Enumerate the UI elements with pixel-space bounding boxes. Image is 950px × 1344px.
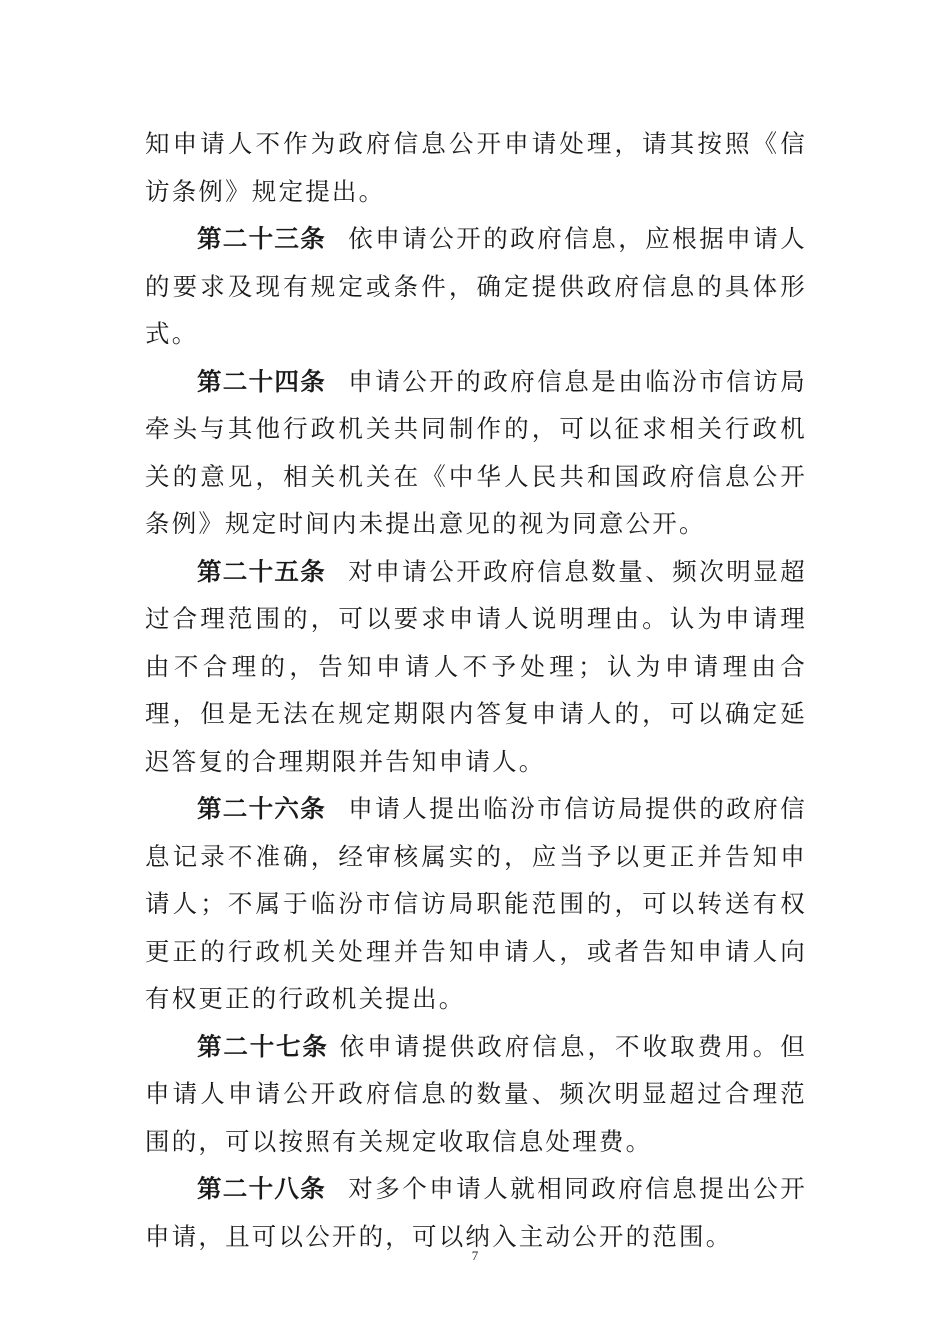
article-text: 对申请公开政府信息数量、频次明显超过合理范围的，可以要求申请人说明理由。认为申请理由不合理的，告知申请人不予处理；认为申请理由合理，但是无法在规定期限内答复申请人的，可以确定延迟答复的合理期限并告知申请人。 xyxy=(145,556,807,776)
article-28 xyxy=(145,1165,807,1260)
article-heading: 第二十六条 xyxy=(197,794,326,823)
document-body xyxy=(145,120,807,1260)
article-text: 对多个申请人就相同政府信息提出公开申请，且可以公开的，可以纳入主动公开的范围。 xyxy=(145,1174,807,1251)
article-25 xyxy=(145,548,807,786)
article-text: 依申请公开的政府信息，应根据申请人的要求及现有规定或条件，确定提供政府信息的具体形式。 xyxy=(145,224,807,348)
article-26 xyxy=(145,785,807,1023)
article-heading: 第二十五条 xyxy=(197,556,326,586)
paragraph-continuation xyxy=(145,120,807,215)
article-24 xyxy=(145,358,807,548)
article-heading: 第二十八条 xyxy=(197,1174,326,1203)
article-text: 申请公开的政府信息是由临汾市信访局牵头与其他行政机关共同制作的，可以征求相关行政机关的意见，相关机关在《中华人民共和国政府信息公开条例》规定时间内未提出意见的视为同意公开。 xyxy=(145,366,807,538)
paragraph-text: 知申请人不作为政府信息公开申请处理，请其按照《信访条例》规定提出。 xyxy=(145,129,807,206)
article-heading: 第二十三条 xyxy=(197,224,326,253)
article-23 xyxy=(145,215,807,358)
article-text: 申请人提出临汾市信访局提供的政府信息记录不准确，经审核属实的，应当予以更正并告知申请人；不属于临汾市信访局职能范围的，可以转送有权更正的行政机关处理并告知申请人，或者告知申请人向有权更正的行政机关提出。 xyxy=(145,794,807,1013)
article-27 xyxy=(145,1023,807,1166)
page-number: 7 xyxy=(471,1248,479,1263)
article-heading: 第二十四条 xyxy=(197,366,326,396)
article-text: 依申请提供政府信息，不收取费用。但申请人申请公开政府信息的数量、频次明显超过合理范围的，可以按照有关规定收取信息处理费。 xyxy=(145,1031,807,1156)
article-heading: 第二十七条 xyxy=(197,1031,329,1061)
